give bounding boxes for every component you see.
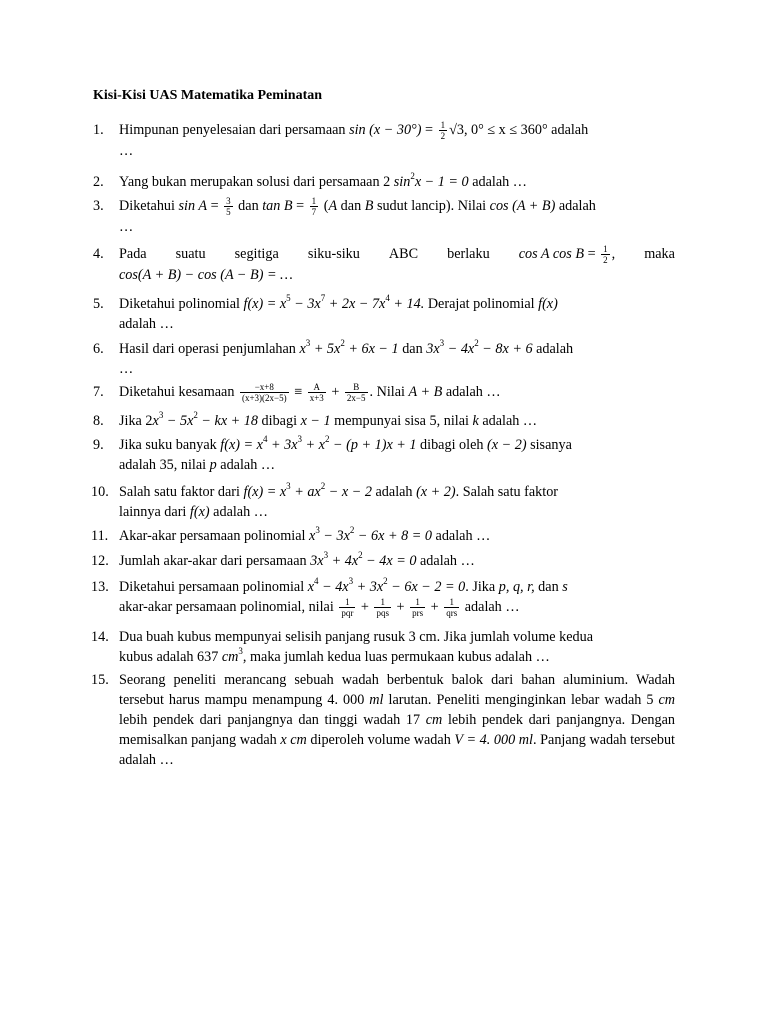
question-text: Pada suatu segitiga siku-siku ABC berlaku cos A cos B = $\frac{1}{2}$ , maka cos(A + B) − cos (A − B) = … [119, 244, 675, 284]
question-6 [93, 339, 675, 379]
question-text: Dua buah kubus mempunyai selisih panjang rusuk 3 cm. Jika jumlah volume kedua kubus adalah 637 $cm^3$, maka jumlah kedua luas permukaan kubus adalah … [119, 629, 594, 665]
question-4 [93, 244, 675, 285]
question-9 [93, 435, 675, 475]
question-text: Jika $2x^3 - 5x^2$ − kx + 18 dibagi x − 1 mempunyai sisa 5, nilai k adalah … [119, 410, 538, 429]
question-number: 2. [93, 174, 104, 190]
fraction: $\frac{-x+8}{(x+3)(2x-5)}$ [241, 382, 287, 404]
question-text: Salah satu faktor dari $f(x) = x^3 + ax^2 - x - 2$ adalah (x + 2). Salah satu faktor lainnya dari f(x) adalah … [119, 481, 559, 520]
question-text: Seorang peneliti merancang sebuah wadah berbentuk balok dari bahan aluminium. Wadah tersebut harus mampu menampung 4. 000 ml larutan. Peneliti menginginkan lebar wadah 5 cm lebih pendek dari panjangnya dan tinggi wadah 17 cm lebih pendek dari panjangnya. Dengan memisalkan panjang wadah x cm diperoleh volume wadah V = 4. 000 ml. Panjang wadah tersebut adalah … [119, 672, 676, 768]
question-text: Yang bukan merupakan solusi dari persamaan 2 $\sin^2x - 1 = 0$ adalah … [119, 171, 527, 190]
question-number: 15. [91, 672, 109, 688]
question-1 [93, 120, 675, 161]
question-number: 6. [93, 341, 104, 357]
question-12 [93, 551, 675, 571]
fraction: $\frac{A}{x+3}$ [309, 382, 324, 404]
question-number: 11. [91, 528, 109, 544]
question-number: 8. [93, 413, 104, 429]
question-number: 4. [93, 246, 104, 262]
fraction: $\frac{1}{7}$ [311, 196, 317, 218]
question-number: 9. [93, 437, 104, 453]
question-number: 13. [91, 579, 109, 595]
question-text: Diketahui sin A = $\frac{3}{5}$ dan tan B = $\frac{1}{7}$ (A dan B sudut lancip). Nilai cos (A + B) adalah … [119, 196, 596, 236]
question-number: 5. [93, 296, 104, 312]
fraction: $\frac{1}{\text{qrs}}$ [446, 597, 458, 619]
question-11 [93, 526, 675, 546]
fraction: $\frac{1}{2}$ [440, 120, 446, 142]
question-text: Himpunan penyelesaian dari persamaan sin (x − 30°) = $\frac{1}{2}$ √3, 0° ≤ x ≤ 360° adalah … [119, 120, 589, 160]
fraction: $\frac{1}{2}$ [603, 244, 608, 266]
fraction: $\frac{1}{\text{prs}}$ [412, 597, 424, 619]
question-number: 1. [93, 122, 104, 138]
question-3 [93, 196, 675, 237]
question-number: 3. [93, 198, 104, 214]
question-text: Diketahui kesamaan $\frac{-x+8}{(x+3)(2x-5)}$ ≡ $\frac{A}{x+3}$ + $\frac{B}{2x-5}$ . Nilai A + B adalah … [119, 382, 501, 404]
question-text: Jika suku banyak $f(x) = x^4 + 3x^3 + x^2 - (p + 1)x + 1$ dibagi oleh (x − 2) sisanya adalah 35, nilai p adalah … [119, 434, 572, 473]
question-15 [93, 670, 675, 770]
question-text: Hasil dari operasi penjumlahan $x^3 + 5x^2 + 6x - 1$ dan $3x^3 - 4x^2 - 8x + 6$ adalah … [119, 338, 574, 377]
fraction: $\frac{1}{\text{pqr}}$ [341, 597, 354, 619]
question-number: 10. [91, 484, 109, 500]
question-10 [93, 482, 675, 522]
fraction: $\frac{3}{5}$ [226, 196, 231, 218]
question-13 [93, 577, 675, 618]
page-title: Kisi-Kisi UAS Matematika Peminatan [93, 88, 323, 103]
question-8 [93, 411, 675, 431]
question-number: 12. [91, 553, 109, 569]
question-5 [93, 294, 675, 334]
fraction: $\frac{1}{\text{pqs}}$ [376, 597, 389, 619]
question-text: Diketahui persamaan polinomial $x^4 - 4x^3 + 3x^2 - 6x - 2 = 0$. Jika p, q, r, dan s akar-akar persamaan polinomial, nilai $\frac{1}{\text{pqr}}$ + $\frac{1}{\text{pqs}}$ + $\frac{1}{\text{prs}}$ + $\frac{1}{\text{qrs}}$ adalah … [119, 576, 568, 619]
question-2 [93, 172, 675, 192]
question-text: Jumlah akar-akar dari persamaan $3x^3 + 4x^2 - 4x = 0$ adalah … [119, 550, 475, 569]
question-text: Akar-akar persamaan polinomial $x^3 - 3x^2 - 6x + 8 = 0$ adalah … [119, 525, 491, 544]
question-7 [93, 382, 675, 403]
question-14 [93, 627, 675, 667]
question-text: Diketahui polinomial $f(x) = x^5 - 3x^7 + 2x - 7x^4 + 14$. Derajat polinomial f(x) adalah … [119, 293, 558, 332]
question-number: 14. [91, 629, 109, 645]
fraction: $\frac{B}{2x-5}$ [346, 382, 366, 404]
question-number: 7. [93, 384, 104, 400]
